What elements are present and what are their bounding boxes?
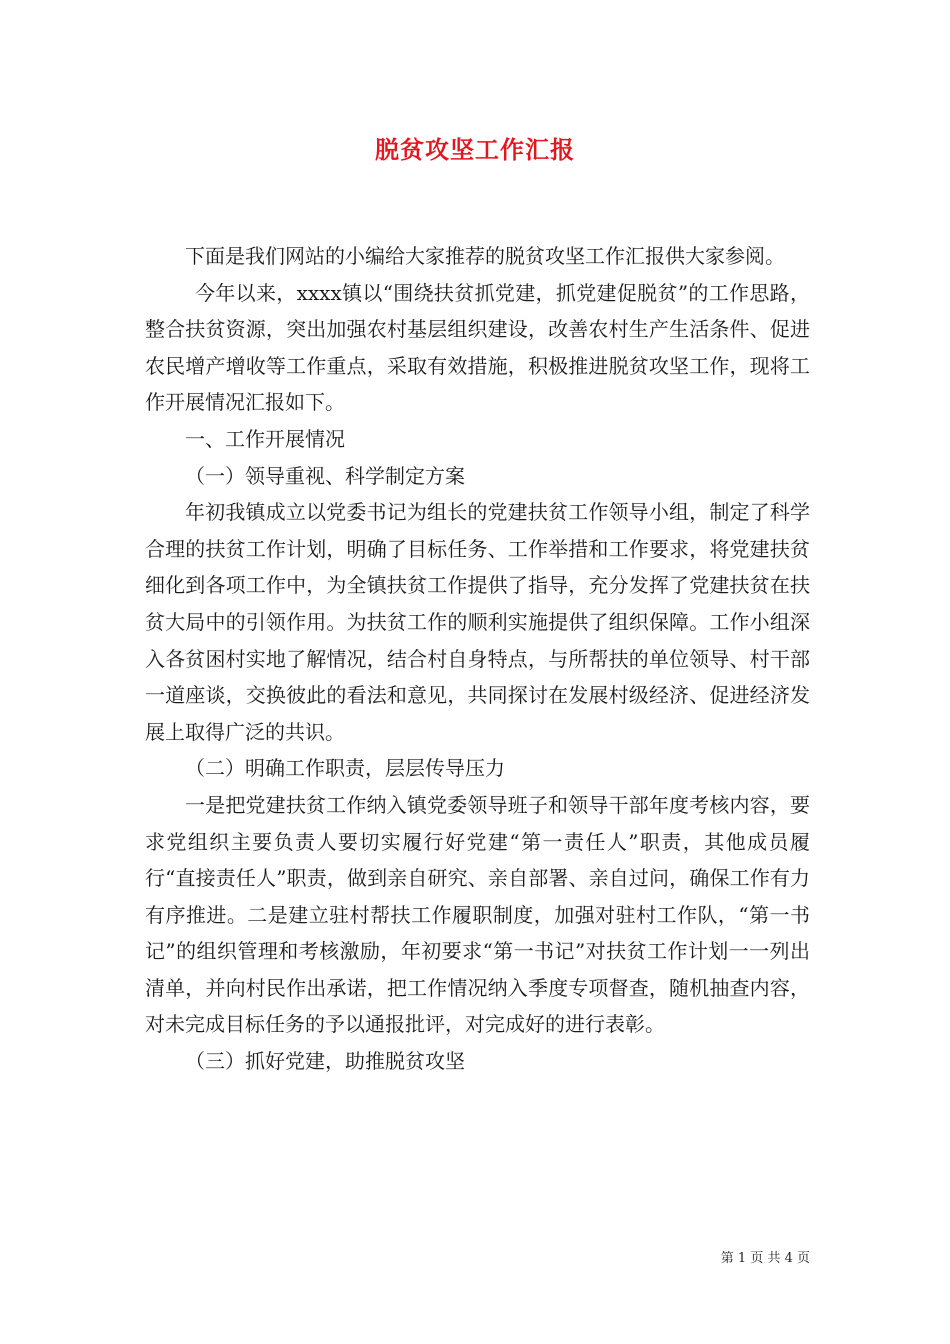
body-paragraph-2: 一是把党建扶贫工作纳入镇党委领导班子和领导干部年度考核内容，要求党组织主要负责人要切实履行好党建“第一责任人”职责，其他成员履行“直接责任人”职责，做到亲自研究、亲自部署、亲自过问，确保工作有力有序推进。二是建立驻村帮扶工作履职制度，加强对驻村工作队，“第一书记”的组织管理和考核激励，年初要求“第一书记”对扶贫工作计划一一列出清单，并向村民作出承诺，把工作情况纳入季度专项督查，随机抽查内容，对未完成目标任务的予以通报批评，对完成好的进行表彰。 (145, 792, 810, 1037)
subsection-heading-2: （二）明确工作职责，层层传导压力 (185, 756, 505, 781)
section-heading: 一、工作开展情况 (185, 426, 345, 451)
intro-paragraph: 下面是我们网站的小编给大家推荐的脱贫攻坚工作汇报供大家参阅。 (185, 244, 785, 268)
document-title: 脱贫攻坚工作汇报 (375, 135, 575, 164)
subsection-heading-3: （三）抓好党建，助推脱贫攻坚 (185, 1049, 465, 1074)
body-paragraph-1: 年初我镇成立以党委书记为组长的党建扶贫工作领导小组，制定了科学合理的扶贫工作计划，明确了目标任务、工作举措和工作要求，将党建扶贫细化到各项工作中，为全镇扶贫工作提供了指导，充分发挥了党建扶贫在扶贫大局中的引领作用。为扶贫工作的顺利实施提供了组织保障。工作小组深入各贫困村实地了解情况，结合村自身特点，与所帮扶的单位领导、村干部一道座谈，交换彼此的看法和意见，共同探讨在发展村级经济、促进经济发展上取得广泛的共识。 (145, 500, 810, 744)
overview-paragraph: 今年以来，xxxx镇以“围绕扶贫抓党建，抓党建促脱贫”的工作思路，整合扶贫资源，突出加强农村基层组织建设，改善农村生产生活条件、促进农民增产增收等工作重点，采取有效措施，积极推进脱贫攻坚工作，现将工作开展情况汇报如下。 (145, 280, 810, 415)
subsection-heading-1: （一）领导重视、科学制定方案 (185, 463, 465, 488)
page-number: 第 1 页 共 4 页 (720, 1251, 810, 1266)
document-body (145, 238, 810, 1080)
